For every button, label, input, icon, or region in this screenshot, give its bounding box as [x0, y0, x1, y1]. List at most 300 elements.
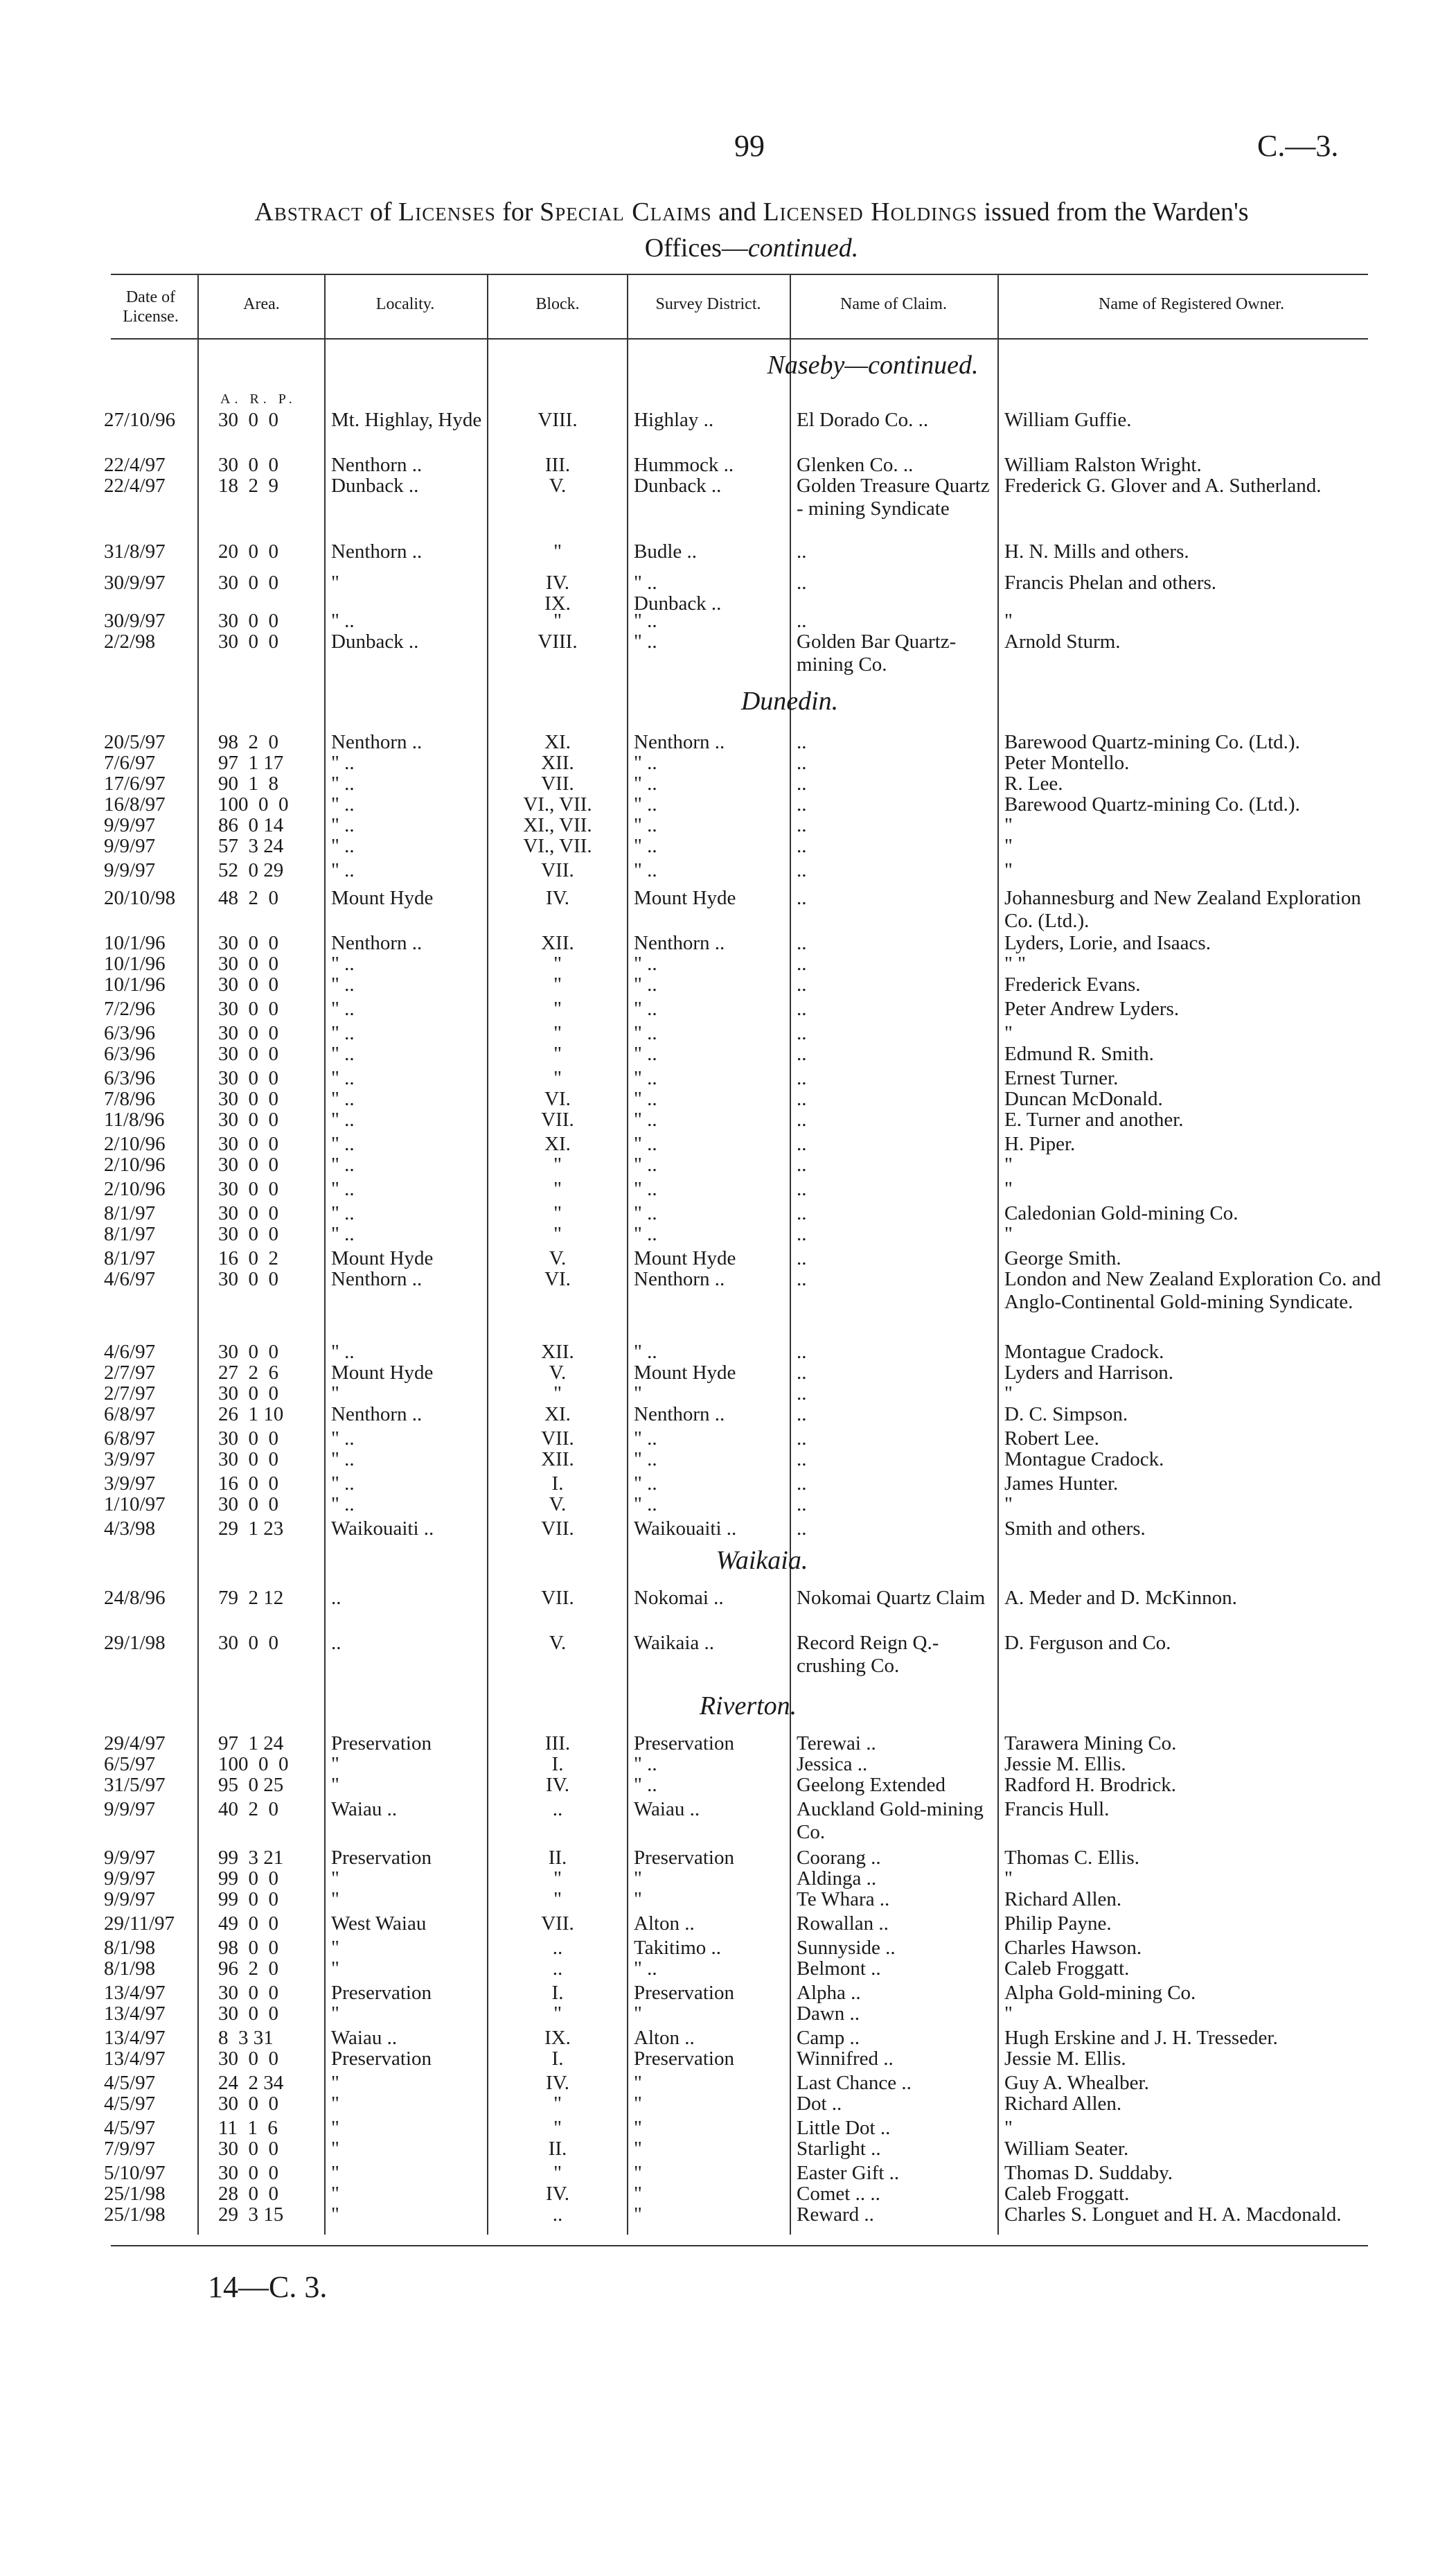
cell-survey-district: Nenthorn ..	[634, 1268, 725, 1290]
cell-date: 8/1/97	[104, 1202, 156, 1224]
cell-block: VI.	[544, 1268, 571, 1290]
cell-locality: " ..	[331, 974, 355, 996]
cell-survey-district: Budle ..	[634, 540, 698, 563]
cell-area: 26 1 10	[218, 1403, 284, 1425]
cell-locality: Nenthorn ..	[331, 540, 423, 563]
cell-date: 6/3/96	[104, 1067, 156, 1089]
cell-area: 97 1 17	[218, 752, 284, 774]
cell-survey-district: Mount Hyde	[634, 1362, 736, 1384]
cell-block: "	[553, 1888, 562, 1910]
cell-block: VII.	[541, 1517, 574, 1540]
cell-area: 30 0 0	[218, 1202, 278, 1224]
cell-owner: Tarawera Mining Co.	[1004, 1732, 1177, 1754]
cell-owner: James Hunter.	[1004, 1472, 1119, 1495]
cell-owner: D. Ferguson and Co.	[1004, 1632, 1171, 1654]
cell-survey-district: Preservation	[634, 1732, 734, 1754]
cell-claim-name: Dawn ..	[797, 2003, 860, 2025]
cell-locality: " ..	[331, 773, 355, 795]
cell-locality: " ..	[331, 1022, 355, 1044]
cell-locality: "	[331, 1888, 339, 1910]
cell-block: IX.	[544, 2027, 571, 2049]
cell-date: 20/5/97	[104, 731, 166, 753]
cell-date: 9/9/97	[104, 1888, 156, 1910]
cell-locality: "	[331, 2093, 339, 2115]
cell-locality: " ..	[331, 1133, 355, 1155]
cell-area: 97 1 24	[218, 1732, 284, 1754]
cell-claim-name: ..	[797, 1493, 807, 1515]
cell-date: 29/11/97	[104, 1912, 175, 1935]
cell-survey-district: Nenthorn ..	[634, 731, 725, 753]
cell-area: 30 0 0	[218, 998, 278, 1020]
cell-locality: Nenthorn ..	[331, 932, 423, 954]
cell-date: 7/2/96	[104, 998, 156, 1020]
table-header-rule	[111, 338, 1368, 340]
cell-locality: ..	[331, 1632, 341, 1654]
cell-owner: "	[1004, 859, 1013, 881]
cell-block: VII.	[541, 1912, 574, 1935]
cell-claim-name: Dot ..	[797, 2093, 842, 2115]
cell-block: IV.	[545, 572, 570, 594]
cell-block: "	[553, 1043, 562, 1065]
cell-claim-name: Winnifred ..	[797, 2048, 894, 2070]
cell-claim-name: ..	[797, 1403, 807, 1425]
cell-locality: Nenthorn ..	[331, 1403, 423, 1425]
cell-area: 30 0 0	[218, 2048, 278, 2070]
cell-owner: R. Lee.	[1004, 773, 1063, 795]
cell-owner: "	[1004, 2117, 1013, 2139]
cell-block: "	[553, 1067, 562, 1089]
cell-locality: "	[331, 1957, 339, 1980]
cell-survey-district: " ..	[634, 572, 657, 594]
cell-claim-name: Aldinga ..	[797, 1867, 877, 1890]
cell-locality: " ..	[331, 953, 355, 975]
cell-date: 25/1/98	[104, 2183, 166, 2205]
cell-area: 8 3 31	[218, 2027, 274, 2049]
cell-claim-name: ..	[797, 974, 807, 996]
cell-claim-name: ..	[797, 1067, 807, 1089]
cell-owner: "	[1004, 610, 1013, 632]
cell-date: 4/6/97	[104, 1341, 156, 1363]
cell-area: 30 0 0	[218, 953, 278, 975]
cell-date: 4/5/97	[104, 2117, 156, 2139]
cell-area: 30 0 0	[218, 2138, 278, 2160]
cell-date: 13/4/97	[104, 2003, 166, 2025]
cell-survey-district: " ..	[634, 998, 657, 1020]
cell-block: XI.	[544, 1133, 571, 1155]
cell-owner: Philip Payne.	[1004, 1912, 1112, 1935]
col-header-locality: Locality.	[375, 295, 435, 313]
cell-claim-name: ..	[797, 932, 807, 954]
cell-survey-district: Takitimo ..	[634, 1937, 722, 1959]
cell-claim-name: Golden Bar Quartz-mining Co.	[797, 631, 957, 676]
cell-date: 8/1/98	[104, 1937, 156, 1959]
cell-survey-district: "	[634, 2093, 642, 2115]
cell-date: 9/9/97	[104, 814, 156, 836]
cell-area: 20 0 0	[218, 540, 278, 563]
cell-owner: Jessie M. Ellis.	[1004, 1753, 1126, 1775]
cell-owner: " "	[1004, 953, 1026, 975]
cell-locality: " ..	[331, 1341, 355, 1363]
page-footer: 14—C. 3.	[208, 2270, 328, 2304]
cell-locality: "	[331, 572, 339, 594]
cell-date: 6/5/97	[104, 1753, 156, 1775]
cell-claim-name: ..	[797, 1202, 807, 1224]
title-word: and	[718, 197, 756, 227]
cell-block: "	[553, 974, 562, 996]
cell-claim-name: Belmont ..	[797, 1957, 881, 1980]
cell-area: 30 0 0	[218, 631, 278, 653]
cell-locality: Mount Hyde	[331, 887, 434, 909]
cell-locality: Waikouaiti ..	[331, 1517, 434, 1540]
cell-block: "	[553, 2003, 562, 2025]
page-title	[111, 194, 1392, 266]
cell-block: "	[553, 1223, 562, 1245]
cell-claim-name: ..	[797, 1088, 807, 1110]
cell-survey-district: " ..	[634, 1202, 657, 1224]
cell-date: 4/5/97	[104, 2072, 156, 2094]
cell-block: V.	[549, 1247, 567, 1269]
cell-locality: " ..	[331, 1067, 355, 1089]
cell-claim-name: ..	[797, 887, 807, 909]
cell-area: 57 3 24	[218, 835, 284, 857]
cell-date: 2/7/97	[104, 1382, 156, 1405]
cell-date: 29/4/97	[104, 1732, 166, 1754]
cell-date: 1/10/97	[104, 1493, 166, 1515]
cell-block: XI.	[544, 1403, 571, 1425]
cell-area: 30 0 0	[218, 1043, 278, 1065]
cell-date: 7/8/96	[104, 1088, 156, 1110]
cell-block: XI., VII.	[523, 814, 592, 836]
col-header-block: Block.	[535, 295, 580, 313]
cell-area: 30 0 0	[218, 1341, 278, 1363]
cell-owner: Arnold Sturm.	[1004, 631, 1121, 653]
cell-survey-district: Nenthorn ..	[634, 932, 725, 954]
cell-locality: West Waiau	[331, 1912, 427, 1935]
cell-block: "	[553, 953, 562, 975]
cell-locality: "	[331, 2162, 339, 2184]
cell-owner: London and New Zealand Exploration Co. and Anglo-Continental Gold-mining Syndicate.	[1004, 1268, 1381, 1313]
cell-claim-name: ..	[797, 1109, 807, 1131]
cell-survey-district: "	[634, 1888, 642, 1910]
cell-owner: William Ralston Wright.	[1004, 454, 1202, 476]
cell-locality: " ..	[331, 1493, 355, 1515]
cell-area: 98 0 0	[218, 1937, 278, 1959]
cell-survey-district: "	[634, 1867, 642, 1890]
cell-locality: Mount Hyde	[331, 1362, 434, 1384]
cell-locality: " ..	[331, 1178, 355, 1200]
cell-owner: Edmund R. Smith.	[1004, 1043, 1154, 1065]
title-word: Offices—	[644, 234, 748, 263]
cell-date: 30/9/97	[104, 610, 166, 632]
cell-claim-name: Nokomai Quartz Claim	[797, 1587, 986, 1609]
cell-area: 30 0 0	[218, 932, 278, 954]
cell-block: IX.	[544, 592, 571, 615]
cell-owner: Caleb Froggatt.	[1004, 2183, 1130, 2205]
cell-owner: "	[1004, 1493, 1013, 1515]
cell-block: "	[553, 1178, 562, 1200]
cell-locality: Mt. Highlay, Hyde	[331, 409, 482, 431]
cell-block: IV.	[545, 1774, 570, 1796]
cell-area: 30 0 0	[218, 1133, 278, 1155]
cell-claim-name: Camp ..	[797, 2027, 860, 2049]
cell-area: 29 1 23	[218, 1517, 284, 1540]
cell-claim-name: Auckland Gold-mining Co.	[797, 1798, 984, 1843]
cell-claim-name: Rowallan ..	[797, 1912, 889, 1935]
cell-locality: "	[331, 2203, 339, 2226]
cell-locality: " ..	[331, 1223, 355, 1245]
section-heading: Dunedin.	[740, 687, 839, 716]
cell-survey-district: "	[634, 2138, 642, 2160]
cell-claim-name: Jessica ..	[797, 1753, 868, 1775]
cell-date: 9/9/97	[104, 1798, 156, 1820]
cell-date: 5/10/97	[104, 2162, 166, 2184]
cell-locality: Mount Hyde	[331, 1247, 434, 1269]
cell-date: 2/10/96	[104, 1178, 166, 1200]
cell-locality: " ..	[331, 1154, 355, 1176]
cell-claim-name: ..	[797, 835, 807, 857]
cell-claim-name: Record Reign Q.-crushing Co.	[797, 1632, 939, 1677]
cell-area: 96 2 0	[218, 1957, 278, 1980]
cell-date: 10/1/96	[104, 953, 166, 975]
cell-survey-district: Nenthorn ..	[634, 1403, 725, 1425]
cell-block: "	[553, 1202, 562, 1224]
cell-locality: " ..	[331, 1043, 355, 1065]
cell-block: ..	[552, 2203, 563, 2226]
col-header-area: Area.	[243, 295, 280, 313]
cell-owner: Francis Hull.	[1004, 1798, 1110, 1820]
cell-owner: William Seater.	[1004, 2138, 1129, 2160]
cell-area: 30 0 0	[218, 610, 278, 632]
cell-claim-name: ..	[797, 793, 807, 816]
cell-block: "	[553, 2117, 562, 2139]
cell-owner: Duncan McDonald.	[1004, 1088, 1163, 1110]
cell-block: XII.	[541, 752, 574, 774]
cell-block: "	[553, 998, 562, 1020]
cell-date: 2/7/97	[104, 1362, 156, 1384]
cell-owner: "	[1004, 814, 1013, 836]
cell-claim-name: ..	[797, 814, 807, 836]
cell-date: 16/8/97	[104, 793, 166, 816]
cell-block: VII.	[541, 773, 574, 795]
cell-survey-district: " ..	[634, 1774, 657, 1796]
cell-survey-district: " ..	[634, 610, 657, 632]
cell-survey-district: "	[634, 2162, 642, 2184]
cell-claim-name: ..	[797, 1247, 807, 1269]
cell-survey-district: Hummock ..	[634, 454, 734, 476]
cell-locality: "	[331, 2003, 339, 2025]
cell-claim-name: Easter Gift ..	[797, 2162, 900, 2184]
cell-owner: Caleb Froggatt.	[1004, 1957, 1130, 1980]
cell-date: 31/8/97	[104, 540, 166, 563]
cell-block: "	[553, 1867, 562, 1890]
cell-survey-district: "	[634, 2072, 642, 2094]
cell-locality: "	[331, 2072, 339, 2094]
cell-claim-name: El Dorado Co. ..	[797, 409, 929, 431]
cell-owner: D. C. Simpson.	[1004, 1403, 1128, 1425]
cell-area: 100 0 0	[218, 1753, 289, 1775]
cell-survey-district: Alton ..	[634, 1912, 695, 1935]
cell-locality: "	[331, 2138, 339, 2160]
cell-area: 30 0 0	[218, 1067, 278, 1089]
cell-block: "	[553, 2162, 562, 2184]
cell-date: 6/3/96	[104, 1022, 156, 1044]
cell-date: 2/2/98	[104, 631, 156, 653]
cell-area: 98 2 0	[218, 731, 278, 753]
cell-area: 18 2 9	[218, 475, 278, 497]
col-header-date: Date of License.	[123, 288, 179, 326]
cell-area: 30 0 0	[218, 2093, 278, 2115]
cell-survey-district: Mount Hyde	[634, 1247, 736, 1269]
cell-owner: William Guffie.	[1004, 409, 1132, 431]
cell-locality: Nenthorn ..	[331, 454, 423, 476]
cell-owner: Montague Cradock.	[1004, 1341, 1164, 1363]
cell-survey-district: " ..	[634, 1133, 657, 1155]
cell-locality: Preservation	[331, 1982, 432, 2004]
cell-area: 99 3 21	[218, 1847, 284, 1869]
cell-locality: " ..	[331, 752, 355, 774]
table-bottom-rule	[111, 2245, 1368, 2246]
cell-claim-name: Sunnyside ..	[797, 1937, 896, 1959]
cell-area: 95 0 25	[218, 1774, 284, 1796]
cell-owner: E. Turner and another.	[1004, 1109, 1184, 1131]
cell-owner: George Smith.	[1004, 1247, 1121, 1269]
cell-block: I.	[551, 1472, 564, 1495]
cell-locality: " ..	[331, 835, 355, 857]
section-heading: Riverton.	[699, 1691, 797, 1720]
cell-block: V.	[549, 1632, 567, 1654]
cell-owner: "	[1004, 1178, 1013, 1200]
cell-survey-district: Mount Hyde	[634, 887, 736, 909]
cell-block: V.	[549, 1493, 567, 1515]
cell-locality: Nenthorn ..	[331, 731, 423, 753]
cell-owner: Frederick G. Glover and A. Sutherland.	[1004, 475, 1322, 497]
cell-area: 49 0 0	[218, 1912, 278, 1935]
cell-date: 3/9/97	[104, 1472, 156, 1495]
cell-date: 25/1/98	[104, 2203, 166, 2226]
cell-survey-district: " ..	[634, 1223, 657, 1245]
cell-claim-name: ..	[797, 752, 807, 774]
cell-survey-district: " ..	[634, 1493, 657, 1515]
cell-block: I.	[551, 1982, 564, 2004]
cell-locality: Preservation	[331, 1847, 432, 1869]
cell-locality: Dunback ..	[331, 631, 419, 653]
cell-survey-district: Dunback ..	[634, 475, 722, 497]
cell-locality: " ..	[331, 1448, 355, 1470]
cell-date: 11/8/96	[104, 1109, 165, 1131]
col-header-claim: Name of Claim.	[840, 295, 947, 313]
cell-block: IV.	[545, 887, 570, 909]
cell-block: "	[553, 1022, 562, 1044]
cell-owner: "	[1004, 1154, 1013, 1176]
cell-date: 9/9/97	[104, 1847, 156, 1869]
cell-claim-name: ..	[797, 1268, 807, 1290]
cell-area: 90 1 8	[218, 773, 278, 795]
cell-area: 52 0 29	[218, 859, 284, 881]
cell-date: 7/9/97	[104, 2138, 156, 2160]
cell-survey-district: " ..	[634, 793, 657, 816]
cell-claim-name: Alpha ..	[797, 1982, 861, 2004]
cell-owner: A. Meder and D. McKinnon.	[1004, 1587, 1237, 1609]
cell-date: 4/6/97	[104, 1268, 156, 1290]
cell-area: 30 0 0	[218, 1268, 278, 1290]
cell-block: VII.	[541, 859, 574, 881]
cell-owner: "	[1004, 1867, 1013, 1890]
title-word: continued.	[747, 234, 859, 263]
cell-survey-district: "	[634, 2003, 642, 2025]
cell-owner: Charles S. Longuet and H. A. Macdonald.	[1004, 2203, 1342, 2226]
col-divider	[997, 274, 999, 2235]
cell-area: 16 0 0	[218, 1472, 278, 1495]
col-divider	[790, 274, 791, 2235]
cell-owner: Robert Lee.	[1004, 1427, 1099, 1450]
col-divider	[627, 274, 628, 2235]
cell-area: 28 0 0	[218, 2183, 278, 2205]
cell-date: 22/4/97	[104, 454, 166, 476]
cell-claim-name: ..	[797, 1133, 807, 1155]
cell-claim-name: ..	[797, 773, 807, 795]
cell-owner: Thomas D. Suddaby.	[1004, 2162, 1173, 2184]
cell-block: IV.	[545, 2183, 570, 2205]
cell-owner: Guy A. Whealber.	[1004, 2072, 1149, 2094]
cell-date: 3/9/97	[104, 1448, 156, 1470]
col-divider	[487, 274, 488, 2235]
cell-claim-name: ..	[797, 610, 807, 632]
cell-owner: Ernest Turner.	[1004, 1067, 1119, 1089]
section-heading: Waikaia.	[716, 1546, 808, 1575]
cell-survey-district: Nokomai ..	[634, 1587, 724, 1609]
cell-survey-district: " ..	[634, 1753, 657, 1775]
cell-area: 30 0 0	[218, 1022, 278, 1044]
title-word: Special Claims	[540, 197, 712, 227]
cell-block: ..	[552, 1798, 563, 1820]
cell-survey-district: " ..	[634, 953, 657, 975]
cell-block: ..	[552, 1957, 563, 1980]
cell-survey-district: " ..	[634, 814, 657, 836]
cell-area: 24 2 34	[218, 2072, 284, 2094]
cell-locality: "	[331, 1753, 339, 1775]
cell-block: ..	[552, 1937, 563, 1959]
table-top-rule	[111, 274, 1368, 275]
cell-owner: Peter Andrew Lyders.	[1004, 998, 1180, 1020]
cell-locality: " ..	[331, 1202, 355, 1224]
cell-survey-district: " ..	[634, 859, 657, 881]
cell-survey-district: " ..	[634, 1427, 657, 1450]
cell-date: 4/5/97	[104, 2093, 156, 2115]
cell-claim-name: Starlight ..	[797, 2138, 881, 2160]
cell-owner: Hugh Erskine and J. H. Tresseder.	[1004, 2027, 1278, 2049]
cell-area: 30 0 0	[218, 1493, 278, 1515]
cell-date: 31/5/97	[104, 1774, 166, 1796]
cell-date: 6/8/97	[104, 1427, 156, 1450]
cell-area: 30 0 0	[218, 572, 278, 594]
cell-area: 30 0 0	[218, 2162, 278, 2184]
title-word: Abstract	[254, 197, 364, 227]
cell-owner: Johannesburg and New Zealand Exploration Co. (Ltd.).	[1004, 887, 1361, 932]
cell-owner: Thomas C. Ellis.	[1004, 1847, 1139, 1869]
cell-claim-name: ..	[797, 1472, 807, 1495]
cell-date: 7/6/97	[104, 752, 156, 774]
cell-survey-district: " ..	[634, 1022, 657, 1044]
cell-owner: Caledonian Gold-mining Co.	[1004, 1202, 1239, 1224]
cell-owner: Richard Allen.	[1004, 2093, 1122, 2115]
cell-claim-name: ..	[797, 1362, 807, 1384]
cell-area: 48 2 0	[218, 887, 278, 909]
page-number: 99	[734, 129, 765, 163]
cell-survey-district: " ..	[634, 752, 657, 774]
cell-claim-name: ..	[797, 1154, 807, 1176]
col-divider	[324, 274, 326, 2235]
cell-claim-name: Coorang ..	[797, 1847, 881, 1869]
